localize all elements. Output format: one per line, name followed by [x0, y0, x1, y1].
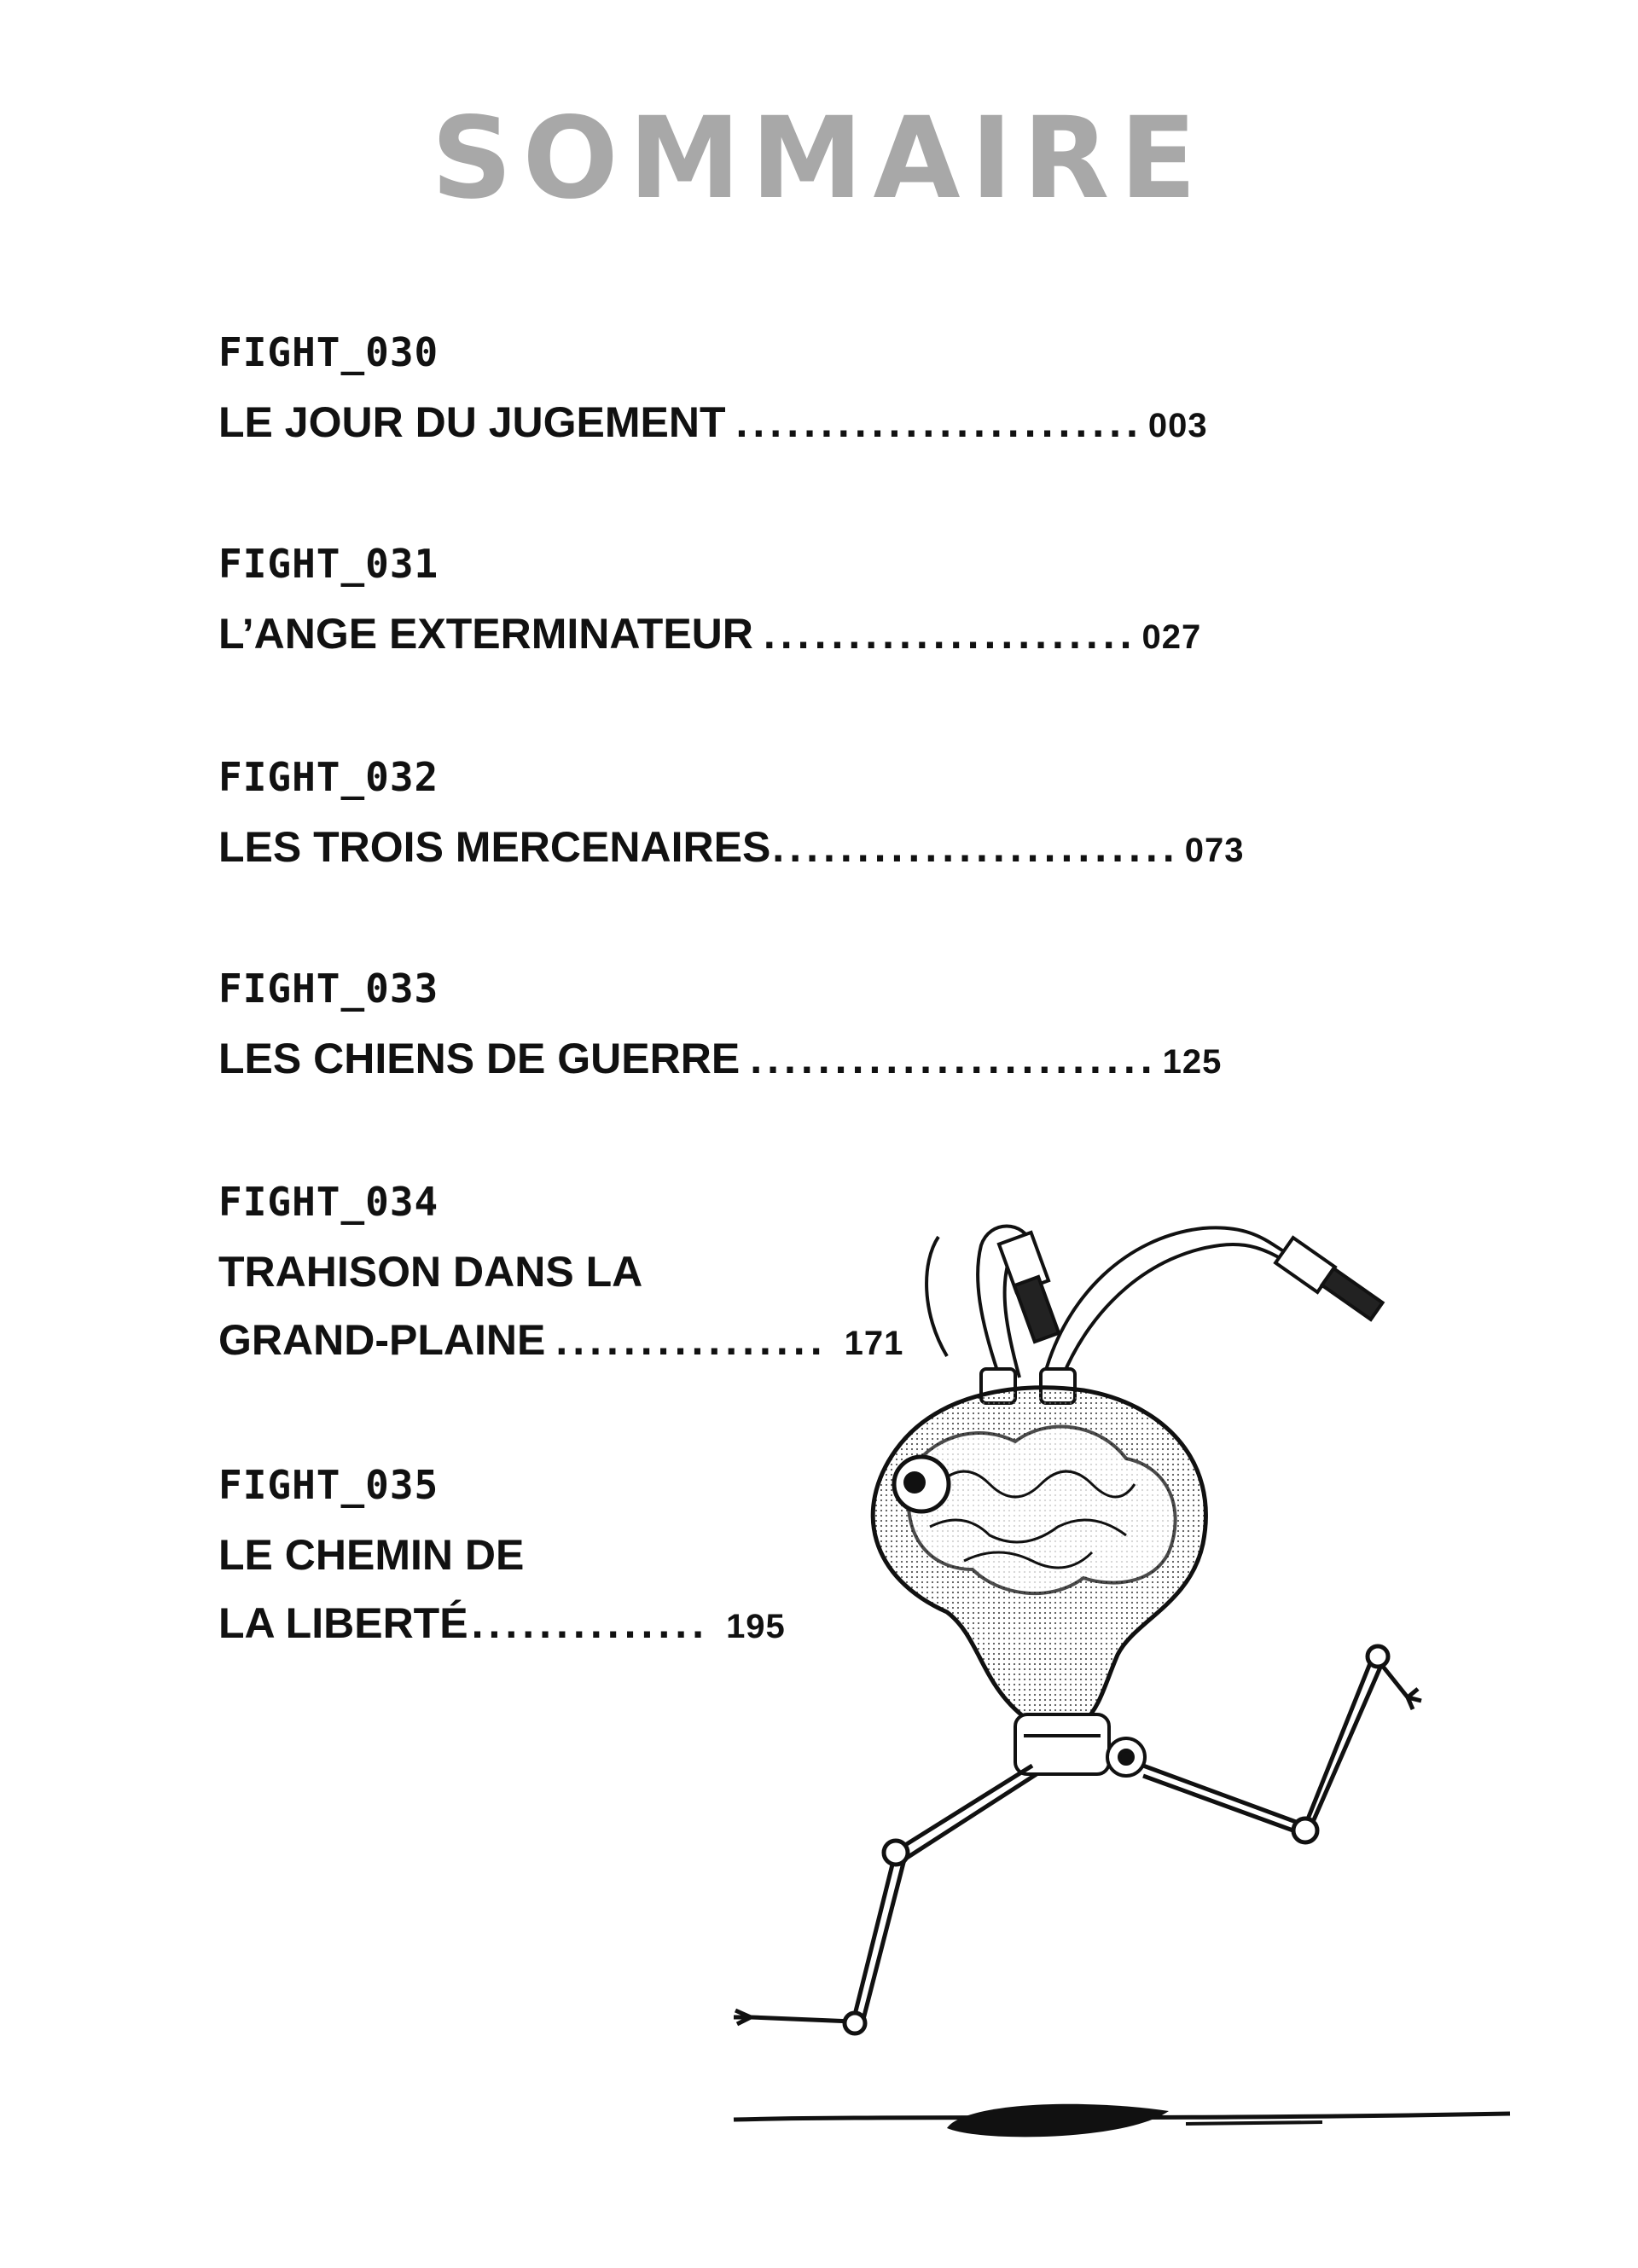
chapter-title-line	[218, 823, 1245, 871]
leader-dots: ................	[555, 1316, 828, 1364]
toc-entry-031[interactable]	[218, 541, 1202, 658]
gripper-right	[1275, 1238, 1382, 1320]
chapter-title: LE JOUR DU JUGEMENT	[218, 398, 726, 446]
toc-entry-032[interactable]	[218, 754, 1245, 871]
brain-robot-illustration	[725, 1211, 1595, 2175]
chapter-title: L’ANGE EXTERMINATEUR	[218, 610, 753, 658]
chapter-title-line	[218, 1531, 786, 1579]
robot-collar	[1015, 1714, 1145, 1776]
toc-entry-035[interactable]	[218, 1462, 786, 1647]
ground-shadow	[734, 2104, 1510, 2137]
fight-label: FIGHT_033	[218, 966, 439, 1012]
fight-label: FIGHT_035	[218, 1462, 439, 1508]
page-number: 171	[844, 1325, 904, 1362]
page-number: 003	[1147, 407, 1208, 444]
leader-dots: ........................	[772, 823, 1180, 871]
leader-dots: ........................	[750, 1035, 1158, 1082]
page-number: 125	[1162, 1043, 1223, 1081]
chapter-title-continued: GRAND-PLAINE	[218, 1316, 546, 1364]
leader-dots: ........................	[735, 398, 1143, 446]
chapter-title: LE CHEMIN DE	[218, 1531, 525, 1579]
leader-dots: ..............	[471, 1599, 710, 1647]
brain-dome	[873, 1388, 1205, 1723]
toc-entry-033[interactable]	[218, 966, 1223, 1082]
chapter-title: LES TROIS MERCENAIRES	[218, 823, 771, 871]
fight-label: FIGHT_032	[218, 754, 439, 800]
chapter-title: LES CHIENS DE GUERRE	[218, 1035, 741, 1082]
chapter-title: TRAHISON DANS LA	[218, 1248, 643, 1296]
page-title: SOMMAIRE	[431, 93, 1207, 224]
fight-label: FIGHT_034	[218, 1179, 439, 1225]
chapter-title-continued: LA LIBERTÉ	[218, 1599, 468, 1647]
chapter-title-line	[218, 1037, 1222, 1080]
chapter-title-line	[218, 398, 1208, 446]
page-number: 027	[1141, 618, 1202, 656]
toc-entry-030[interactable]	[218, 329, 1208, 446]
chapter-title-line	[218, 610, 1202, 658]
leader-dots: ......................	[763, 610, 1137, 658]
page-number: 195	[726, 1608, 786, 1645]
antenna-arms	[926, 1227, 1288, 1378]
fight-label: FIGHT_030	[218, 329, 439, 375]
fight-label: FIGHT_031	[218, 541, 439, 587]
page-number: 073	[1184, 832, 1245, 869]
chapter-title-line	[218, 1599, 786, 1647]
